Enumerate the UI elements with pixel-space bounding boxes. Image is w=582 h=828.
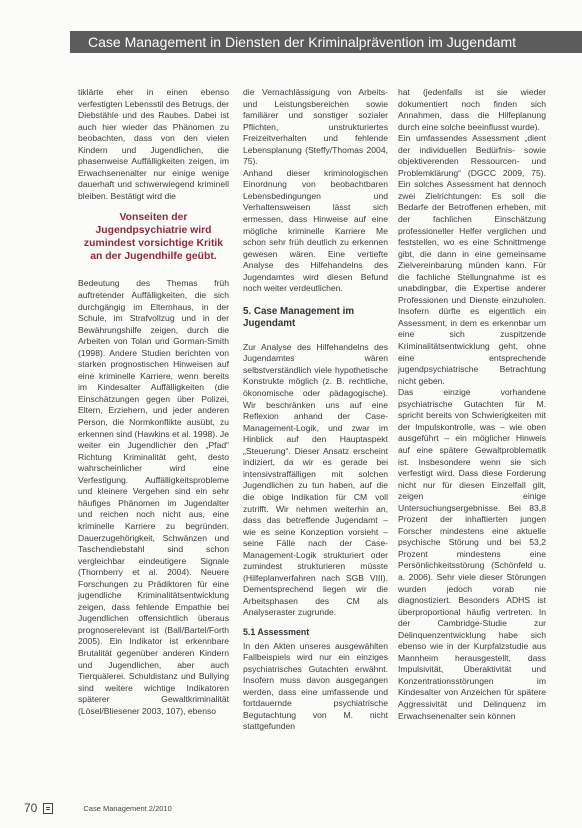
body-paragraph: hat (jedenfalls ist sie wieder dokumentiert noch finden sich Annahmen, dass die Hilfeplanung durch eine solche beeinflusst wurde). bbox=[398, 87, 546, 132]
text-column-1 bbox=[78, 87, 229, 717]
subsection-heading: 5.1 Assessment bbox=[243, 626, 310, 637]
text-column-2 bbox=[243, 87, 388, 733]
page-number: 70 bbox=[24, 801, 38, 815]
text-column-3 bbox=[398, 87, 546, 722]
journal-name: Case Management 2/2010 bbox=[83, 803, 172, 813]
body-paragraph: die Vernachlässigung von Arbeits- und Leistungsbereichen sowie familiärer und sonstiger sozialer Pflichten, unstrukturiertes Freizeitverhalten und fehlende Lebensplanung (Steffy/Thomas 2004, 75). bbox=[243, 87, 388, 167]
body-paragraph: Bedeutung des Themas früh auftretender Auffälligkeiten, die sich durchgängig im Elternhaus, in der Schule, im Strafvollzug und in der Bewährungshilfe zeigen, durch die Arbeiten von Tolan und Gorman-Smith (1998). Andere Studien berichten von starken prognostischen Hinweisen auf eine kriminelle Karriere, wenn bereits im Kindesalter Auffälligkeiten (die Einschätzungen gegen über Polizei, Eltern, Erziehern, und jeder anderen Person, die Normkonflikte ausübt, zu erkennen sind (Hawkins et al. 1998). Je weiter ein Jugendlicher den „Pfad“ Richtung Kriminalität geht, desto wahrscheinlicher wird eine Verfestigung. Auffälligkeitsprobleme und kleinere Vergehen sind ein sehr häufiges Phänomen im Jugendalter und reichen noch nicht aus, eine kriminelle Karriere zu begründen. Dauerzugehörigkeit, Schwänzen und Taschendiebstahl sind schon vergleichbar eindeutigere Signale (Thornberry et al. 2004). Neuere Forschungen zu Prädiktoren für eine jugendliche Kriminalitätsentwicklung zeigen, dass fehlende Empathie bei Jugendlichen offensichtlich überaus prognoserelevant ist (Ball/Bartel/Forth 2005). Ein Indikator ist erkennbare Brutalität gegenüber anderen Kindern und Jugendlichen, aber auch Tierquälerei. Schuldistanz und Bullying sind weitere wichtige Indikatoren späterer Gewaltkriminalität (Lösel/Bliesener 2003, 107), ebenso bbox=[78, 278, 229, 716]
section-heading: 5. Case Management im Jugendamt bbox=[243, 305, 355, 330]
body-paragraph: Das einzige vorhandene psychiatrische Gutachten für M. spricht bereits von Schwierigkeiten mit der Impulskontrolle, was – wie oben ausgeführt – ein möglicher Hinweis auf eine spätere Gewaltproblematik ist. Insbesondere wenn sie sich verfestigt wird. Dass diese Forderung nicht nur für diesen Einzelfall gilt, zeigen einige Untersuchungsergebnisse. Bei 83,8 Prozent der inhaftierten jungen Forscher mindestens eine aktuelle psychische Störung und bei 53,2 Prozent mindestens eine Persönlichkeitsstörung (Schönfeld u. a. 2006). Sehr viele dieser Störungen wurden jedoch vorab nie diagnostiziert. Besonders ADHS ist überproportional häufig vertreten. In der Cambridge-Studie zur Delinquenzentwicklung habe sich ebenso wie in der Kurpfalzstudie aus Mannheim herausgestellt, dass Impulsivität, Überaktivität und Konzentrationsstörungen im Kindesalter von Anzeichen für spätere Aggressivität und Delinquenz im Erwachsenenalter sein können bbox=[398, 387, 546, 721]
body-paragraph: In den Akten unseres ausgewählten Fallbeispiels wird nur ein einziges psychiatrisches Gutachten erwähnt. Insofern muss davon ausgegangen werden, dass eine umfassende und fortdauernde psychiatrische Begutachtung von M. nicht stattgefunden bbox=[243, 640, 388, 732]
body-paragraph: tiklärte eher in einen ebenso verfestigten Lebensstil des Betrugs, der Diebstähle und des Raubes. Dabei ist auch hier wieder das Phänomen zu beobachten, dass von den vielen Kindern und Jugendlichen, die phasenweise Auffälligkeiten zeigen, im Erwachsenenalter nur einige wenige dauerhaft und schwerwiegend kriminell bleiben. Bestätigt wird die bbox=[78, 87, 229, 201]
page-footer bbox=[24, 801, 172, 815]
pull-quote: Vonseiten der Jugendpsychiatrie wird zumindest vorsichtige Kritik an der Jugendhilfe geübt. bbox=[83, 212, 224, 263]
running-header: Case Management in Diensten der Kriminalprävention im Jugendamt bbox=[70, 31, 582, 53]
body-paragraph: Ein umfassendes Assessment „dient der individuellen Bedürfnis- sowie objektiverenden Ressourcen- und Problemklärung“ (DGCC 2009, 75). Ein solches Assessment hat dennoch zwei Zielrichtungen: Es soll die Bedarfe der Betroffenen erheben, mit der fachlichen Einschätzung professioneller Helfer verglichen und feststellen, wo es eine Schnittmenge gibt, die dann in eine gemeinsame Zielvereinbarung münden kann. Für die fachliche Stellungnahme ist es unabdingbar, die Expertise anderer Professionen und Dienste einzuholen. Insofern dürfte es eigentlich ein Assessment, in dem es erkennbar um eine sich zuspitzende Kriminalitätsentwicklung geht, ohne eine entsprechende jugendpsychiatrische Betrachtung nicht geben. bbox=[398, 133, 546, 386]
body-paragraph: Zur Analyse des Hilfehandelns des Jugendamtes wären selbstverständlich viele hypothetische Konstrukte möglich (z. B. rechtliche, ökonomische oder pädagogische). Wir beschränken uns auf eine Reflexion anhand der Case-Management-Logik, und zwar im Hinblick auf den Hauptaspekt „Steuerung“. Dieser Ansatz erscheint indiziert, da wir es gerade bei intensivstraffälligen mit solchen Jugendlichen zu tun haben, auf die die obige Indikation für CM voll zutrifft. Wir nehmen weiterhin an, dass das betreffende Jugendamt – wie es seine Konzeption vorsieht – seine Fälle nach der Case-Management-Logik strukturiert oder zumindest strukturieren müsste (Hilfeplanverfahren nach SGB VIII). Dementsprechend liegen wir die Arbeitsphasen des CM als Analyseraster zugrunde. bbox=[243, 341, 388, 618]
document-icon bbox=[43, 803, 53, 814]
body-paragraph: Anhand dieser kriminologischen Einordnung von beobachtbaren Lebensbedingungen und Verhaltensweisen lässt sich ermessen, dass Hinweise auf eine mögliche kriminelle Karriere Me schon sehr früh deutlich zu erkennen gewesen wären. Eine vertiefte Analyse des Hilfehandelns des Jugendamtes wird diesen Befund noch weiter verdeutlichen. bbox=[243, 167, 388, 294]
